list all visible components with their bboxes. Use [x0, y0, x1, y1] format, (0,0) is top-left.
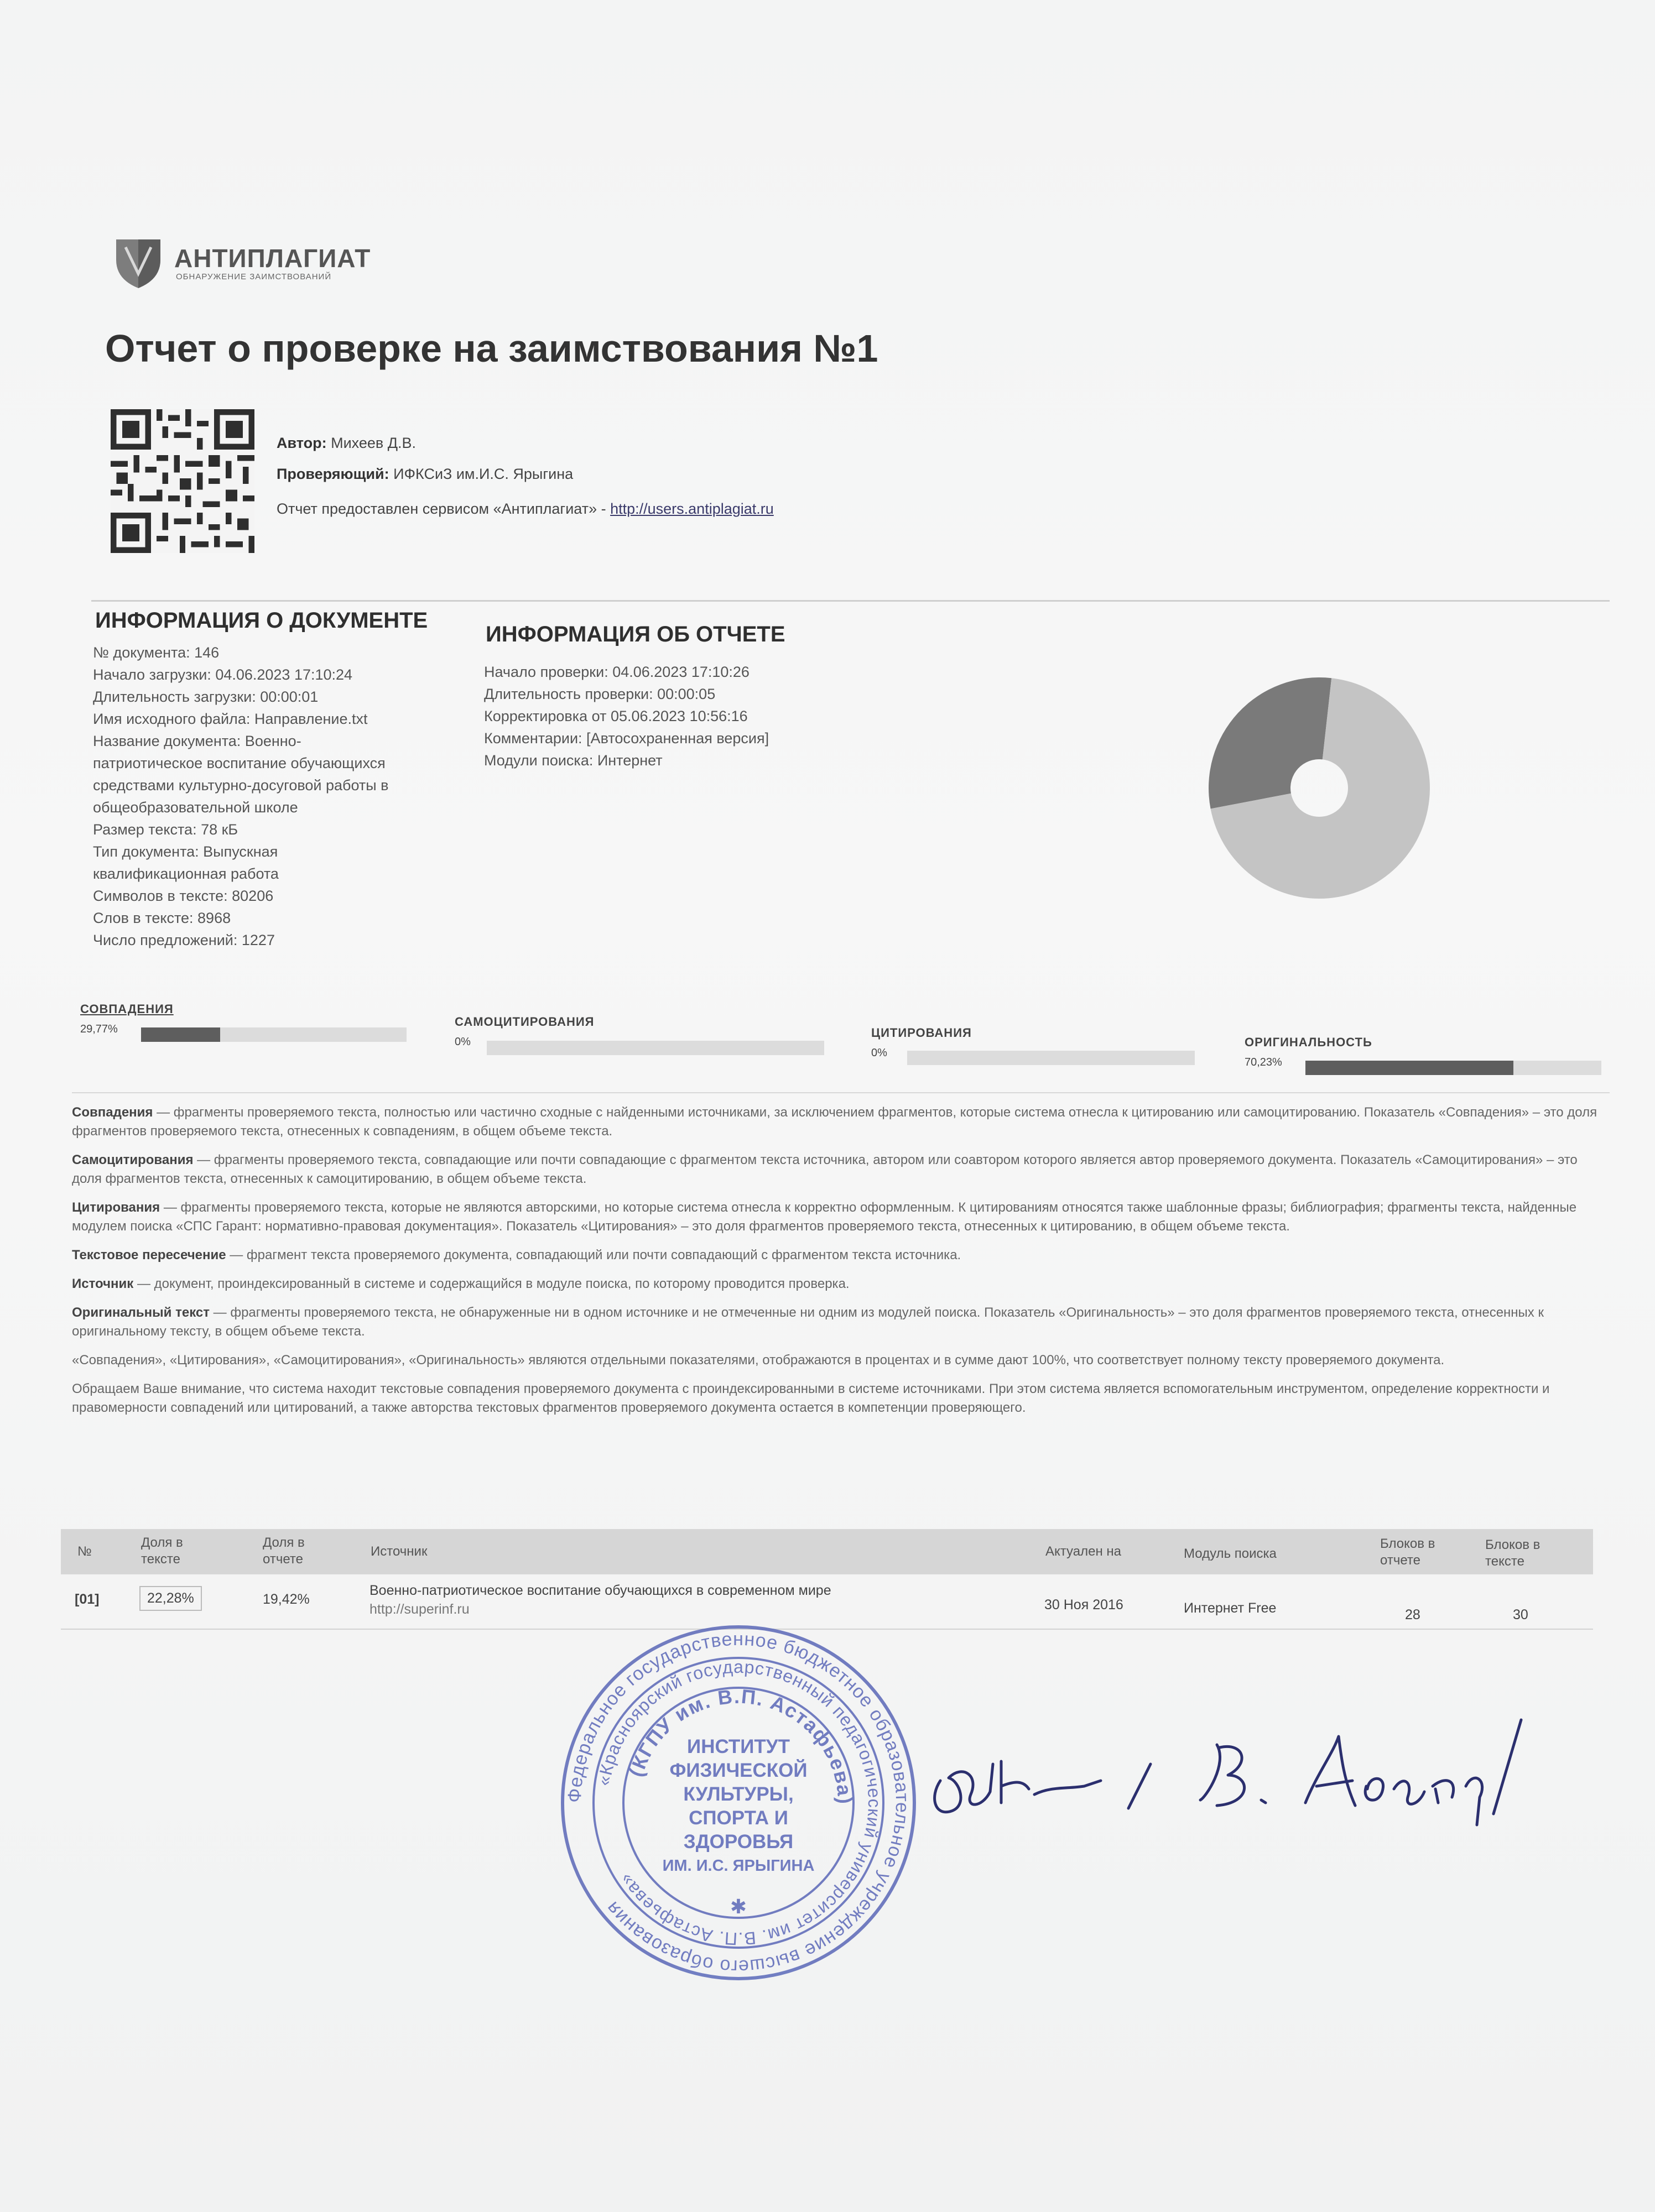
document-info-line: Число предложений: 1227: [93, 932, 275, 948]
stats-divider: [72, 1092, 1610, 1093]
stat-matches-bar: [141, 1027, 407, 1042]
service-link[interactable]: http://users.antiplagiat.ru: [610, 500, 774, 517]
document-info-line: квалификационная работа: [93, 865, 279, 882]
table-row[interactable]: [61, 1582, 1593, 1629]
definition-paragraph: [72, 1303, 1599, 1341]
stamp-center-line: СПОРТА И: [689, 1807, 788, 1829]
definition-paragraph: [72, 1275, 1599, 1293]
checker-line: [277, 466, 573, 483]
stat-self-citations-label: САМОЦИТИРОВАНИЯ: [455, 1015, 595, 1029]
definitions-block: [72, 1103, 1599, 1427]
stamp-center-line: ИНСТИТУТ: [687, 1736, 790, 1757]
author-label: Автор:: [277, 435, 327, 451]
document-info-line: Слов в тексте: 8968: [93, 910, 231, 926]
stamp-arc-text: (КГПУ им. В.П. Астафьева): [624, 1684, 857, 1806]
pie-slice-matches: [1209, 677, 1331, 808]
service-text: Отчет предоставлен сервисом «Антиплагиат» -: [277, 500, 611, 517]
stamp-center-line: ИМ. И.С. ЯРЫГИНА: [662, 1857, 815, 1875]
document-info-list: [93, 641, 389, 951]
row-module: Интернет Free: [1184, 1600, 1277, 1616]
document-info-line: Размер текста: 78 кБ: [93, 821, 238, 838]
report-info-list: [484, 661, 769, 771]
document-info-line: Название документа: Военно-: [93, 733, 301, 749]
document-info-line: Имя исходного файла: Направление.txt: [93, 711, 368, 727]
brand-subtitle: ОБНАРУЖЕНИЕ ЗАИМСТВОВАНИЙ: [176, 272, 332, 281]
stamp-inner-ring-text: «Красноярский государственный педагогический университет им. В.П. Астафьева»: [594, 1656, 885, 1949]
document-info-line: Начало загрузки: 04.06.2023 17:10:24: [93, 666, 353, 683]
definition-paragraph: [72, 1351, 1599, 1370]
stamp-outer-ring-text: Федеральное государственное бюджетное образовательное учреждение высшего образования: [564, 1628, 913, 1978]
document-info-title: ИНФОРМАЦИЯ О ДОКУМЕНТЕ: [95, 608, 428, 633]
page-title: Отчет о проверке на заимствования №1: [105, 327, 878, 370]
document-info-line: Символов в тексте: 80206: [93, 888, 274, 904]
definition-paragraph: [72, 1198, 1599, 1236]
definition-paragraph: [72, 1103, 1599, 1141]
document-info-line: Тип документа: Выпускная: [93, 843, 278, 860]
definition-paragraph: [72, 1151, 1599, 1188]
stat-self-citations-bar: [487, 1041, 824, 1055]
report-info-line: Корректировка от 05.06.2023 10:56:16: [484, 708, 748, 724]
document-info-line: Длительность загрузки: 00:00:01: [93, 688, 319, 705]
row-source-url[interactable]: http://superinf.ru: [369, 1601, 470, 1617]
definition-text: — фрагменты проверяемого текста, совпадающие или почти совпадающие с фрагментом текста источника, автором или соавтором которого является автор проверяемого документа. Показатель «Самоцитирования» – это доля фрагментов текста, отнесенных к самоцитированию, в общем объеме текста.: [72, 1152, 1578, 1186]
document-info-line: общеобразовательной школе: [93, 799, 298, 816]
document-info-line: средствами культурно-досуговой работы в: [93, 777, 389, 794]
report-info-line: Длительность проверки: 00:00:05: [484, 686, 716, 702]
stat-citations-value: 0%: [871, 1047, 887, 1059]
definition-text: Обращаем Ваше внимание, что система находит текстовые совпадения проверяемого документа с проиндексированными в системе источниками. При этом система является вспомогательным инструментом, определение корректности и правомерности совпадений или цитирований, а также авторства текстовых фрагментов проверяемого документа остается в компетенции проверяющего.: [72, 1381, 1550, 1415]
stat-self-citations-value: 0%: [455, 1036, 471, 1048]
header-divider: [91, 600, 1610, 602]
definition-term: Источник: [72, 1276, 134, 1291]
qr-code: [111, 409, 254, 553]
definition-text: — фрагменты проверяемого текста, которые не являются авторскими, но которые система отнесла к корректно оформленным. К цитированиям относятся также шаблонные фразы; библиография; фрагменты текста, найденные модулем поиска «СПС Гарант: нормативно-правовая документация». Показатель «Цитирования» – это доля фрагментов проверяемого текста, отнесенных к цитированию, в общем объеме текста.: [72, 1200, 1577, 1234]
stat-matches-label: СОВПАДЕНИЯ: [80, 1002, 174, 1016]
row-share-report: 19,42%: [263, 1592, 310, 1607]
stat-originality-bar-fill: [1305, 1061, 1513, 1075]
col-share-text: Доля в тексте: [141, 1535, 183, 1567]
definition-term: Совпадения: [72, 1105, 153, 1120]
col-actual: Актуален на: [1045, 1544, 1121, 1559]
definition-text: — фрагмент текста проверяемого документа, совпадающий или почти совпадающий с фрагментом текста источника.: [226, 1248, 961, 1262]
stamp-center-line: ЗДОРОВЬЯ: [683, 1831, 794, 1853]
document-info-line: № документа: 146: [93, 644, 220, 661]
checker-label: Проверяющий:: [277, 466, 389, 482]
definition-text: — фрагменты проверяемого текста, не обнаруженные ни в одном источнике и не отмеченные ни одним из модулей поиска. Показатель «Оригинальность» – это доля фрагментов проверяемого текста, отнесенных к оригинальному тексту, в общем объеме текста.: [72, 1305, 1544, 1339]
row-blocks-report: 28: [1405, 1607, 1420, 1623]
stat-originality-label: ОРИГИНАЛЬНОСТЬ: [1245, 1035, 1372, 1049]
sources-table-header: [61, 1529, 1593, 1574]
stamp-center-line: ФИЗИЧЕСКОЙ: [669, 1760, 808, 1781]
author-value: Михеев Д.В.: [331, 435, 417, 451]
stat-originality-value: 70,23%: [1245, 1056, 1282, 1068]
service-line: [277, 500, 774, 518]
stat-citations-bar: [907, 1051, 1195, 1065]
document-info-line: патриотическое воспитание обучающихся: [93, 755, 386, 771]
handwritten-signature: [918, 1698, 1538, 1841]
definition-text: «Совпадения», «Цитирования», «Самоцитирования», «Оригинальность» являются отдельными показателями, отображаются в процентах и в сумме дают 100%, что соответствует полному тексту проверяемого документа.: [72, 1353, 1445, 1368]
definition-paragraph: [72, 1246, 1599, 1265]
antiplagiat-logo-icon: [113, 235, 163, 290]
report-info-title: ИНФОРМАЦИЯ ОБ ОТЧЕТЕ: [486, 622, 785, 646]
institution-stamp: [559, 1623, 918, 1983]
col-source: Источник: [371, 1544, 428, 1559]
report-info-line: Комментарии: [Автосохраненная версия]: [484, 730, 769, 747]
definition-term: Цитирования: [72, 1200, 160, 1215]
originality-pie-chart: [1206, 675, 1433, 901]
stat-originality-bar: [1305, 1061, 1601, 1075]
definition-term: Текстовое пересечение: [72, 1248, 226, 1262]
row-source-title: Военно-патриотическое воспитание обучающихся в современном мире: [369, 1583, 831, 1598]
checker-value: ИФКСиЗ им.И.С. Ярыгина: [393, 466, 574, 482]
report-info-line: Начало проверки: 04.06.2023 17:10:26: [484, 664, 750, 680]
row-share-text: 22,28%: [139, 1586, 202, 1611]
row-num: [01]: [75, 1592, 100, 1607]
stamp-center-line: КУЛЬТУРЫ,: [683, 1783, 794, 1805]
stat-citations-label: ЦИТИРОВАНИЯ: [871, 1026, 972, 1040]
definition-term: Оригинальный текст: [72, 1305, 210, 1320]
col-blocks-report: Блоков в отчете: [1380, 1536, 1435, 1568]
col-share-report: Доля в отчете: [263, 1535, 305, 1567]
row-blocks-text: 30: [1513, 1607, 1528, 1623]
stamp-star-icon: ✱: [730, 1895, 747, 1918]
brand-name: АНТИПЛАГИАТ: [174, 244, 371, 273]
row-actual: 30 Ноя 2016: [1044, 1597, 1123, 1613]
definition-text: — фрагменты проверяемого текста, полностью или частично сходные с найденными источниками, за исключением фрагментов, которые система отнесла к цитированию или самоцитированию. Показатель «Совпадения» – это доля фрагментов проверяемого текста, отнесенных к совпадениям, в общем объеме текста.: [72, 1105, 1597, 1139]
col-blocks-text: Блоков в тексте: [1485, 1537, 1540, 1569]
col-module: Модуль поиска: [1184, 1546, 1277, 1561]
col-num: №: [77, 1544, 92, 1559]
author-line: [277, 435, 416, 452]
report-info-line: Модули поиска: Интернет: [484, 752, 663, 769]
definition-text: — документ, проиндексированный в системе и содержащийся в модуле поиска, по которому проводится проверка.: [133, 1276, 850, 1291]
definition-term: Самоцитирования: [72, 1152, 194, 1167]
definition-paragraph: [72, 1380, 1599, 1417]
stat-matches-value: 29,77%: [80, 1023, 118, 1035]
stat-matches-bar-fill: [141, 1027, 220, 1042]
